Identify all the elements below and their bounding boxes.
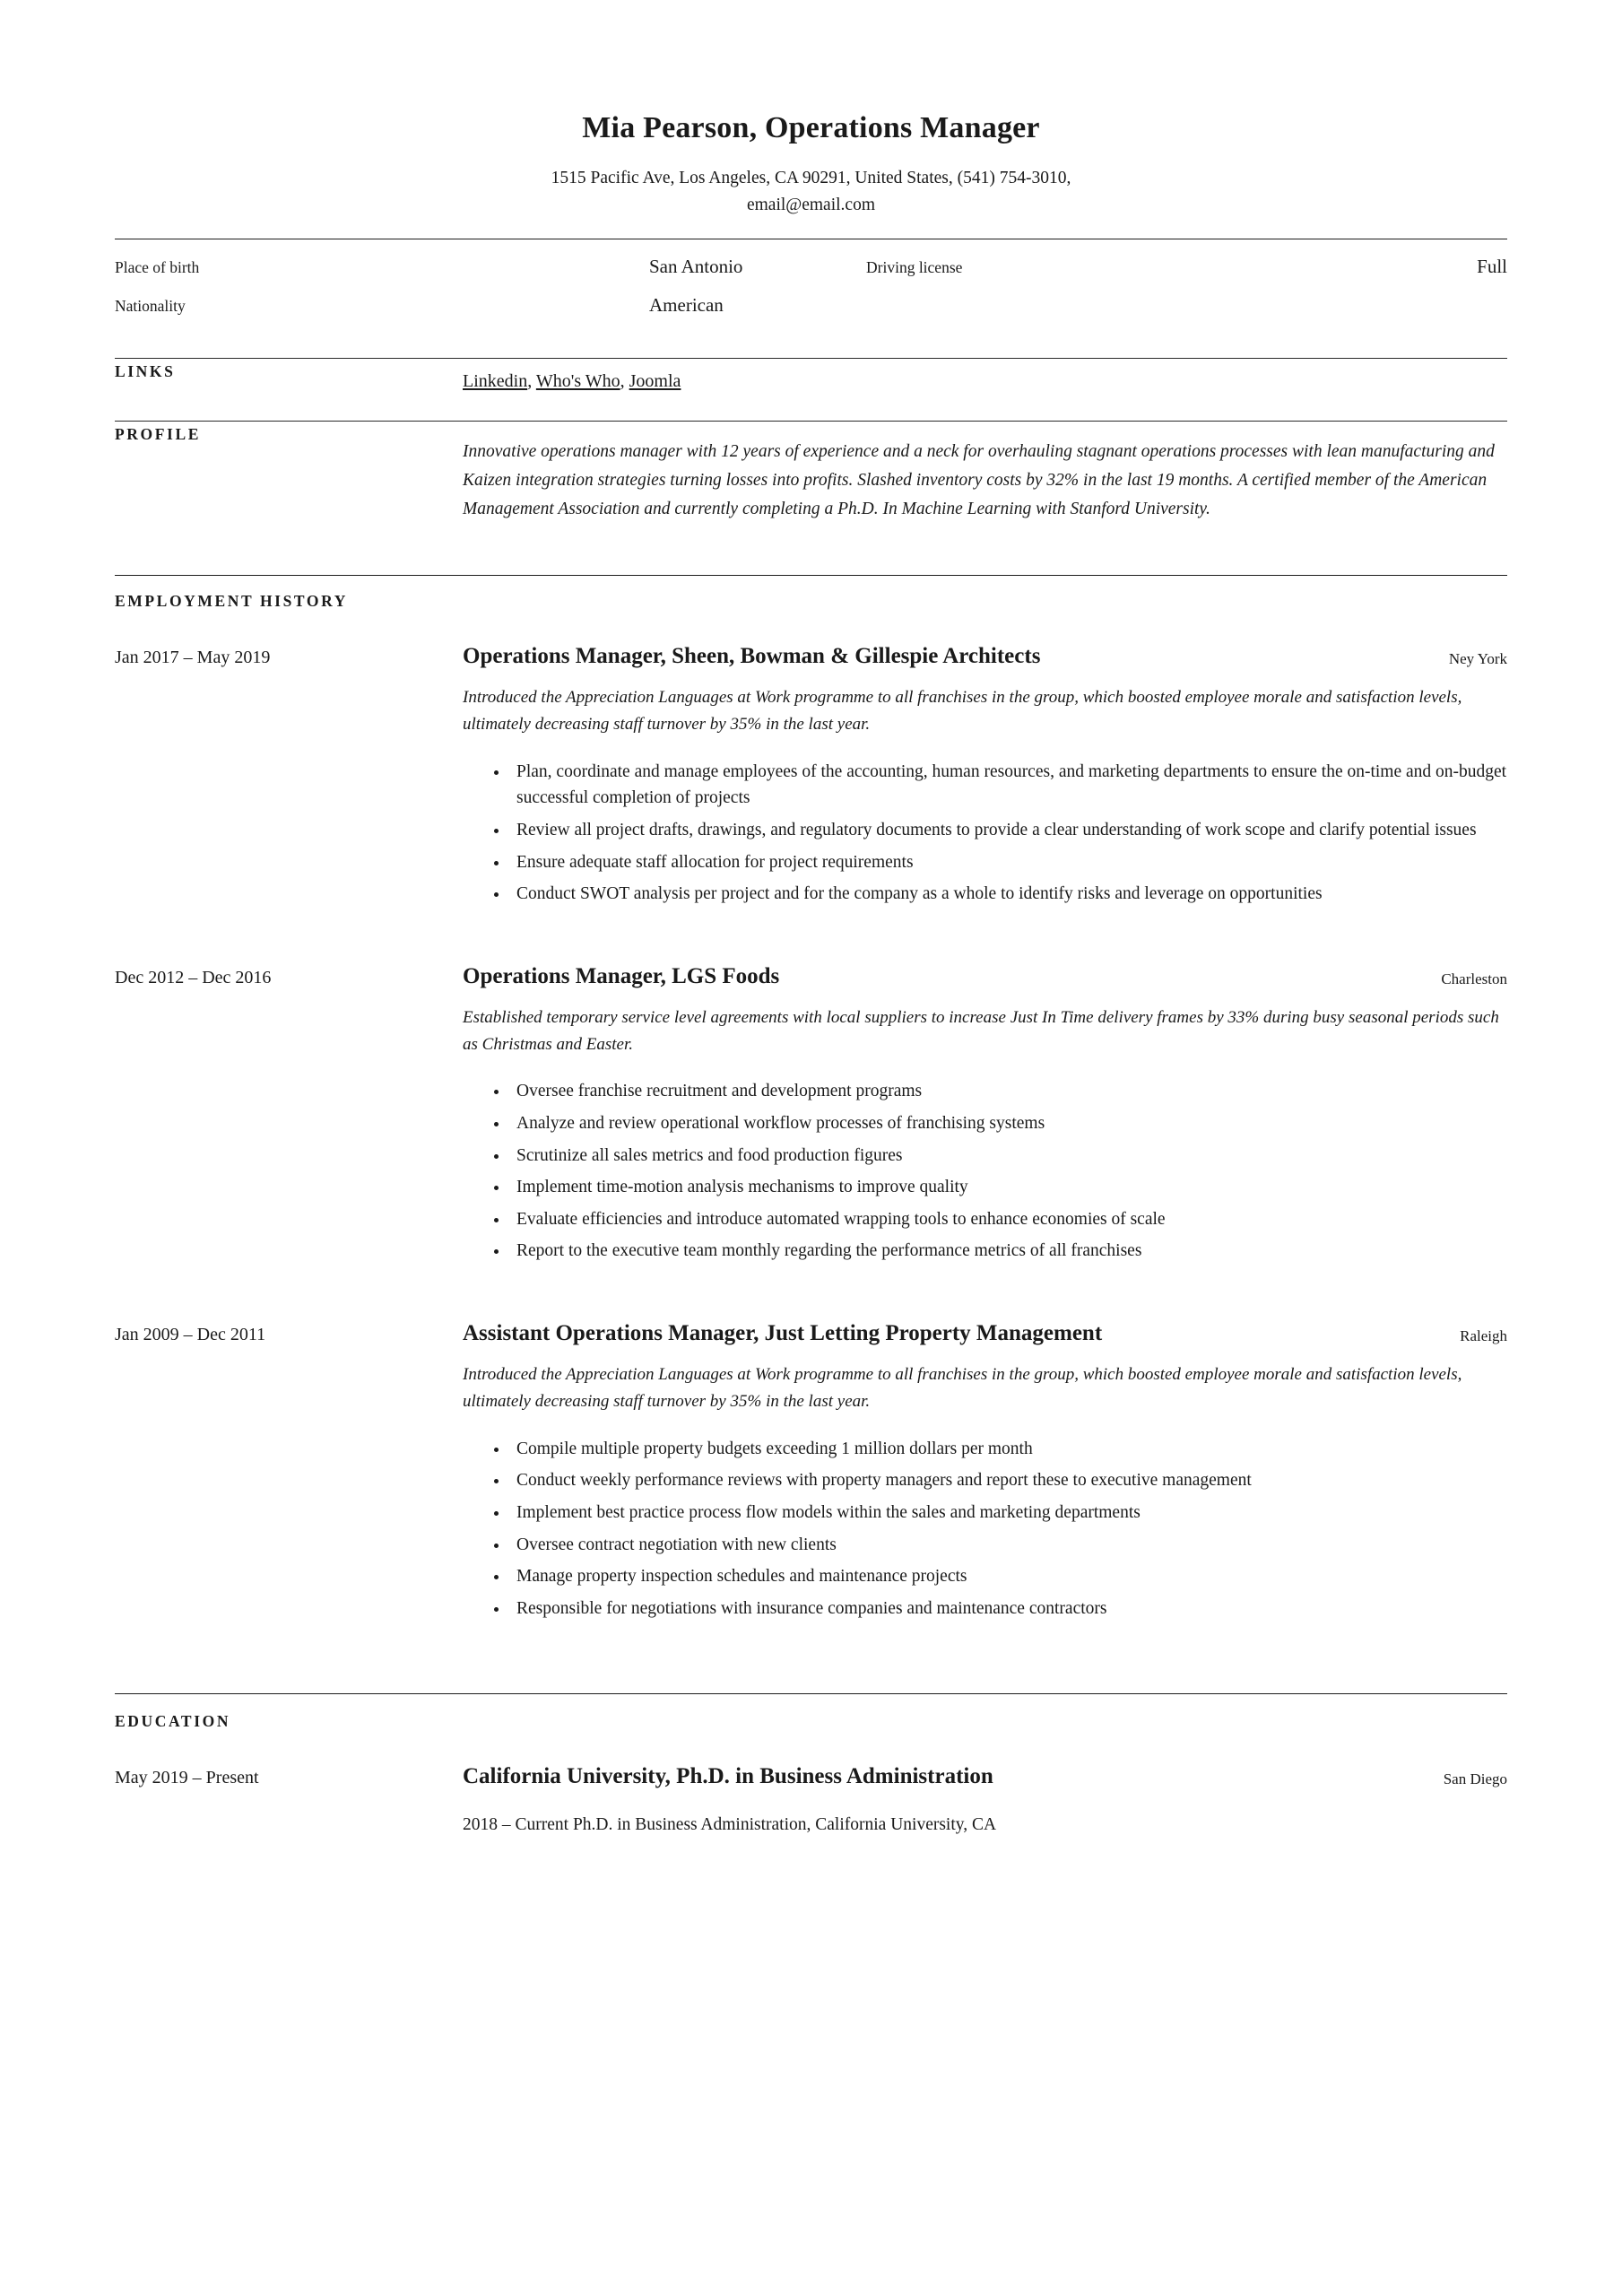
employment-date: Dec 2012 – Dec 2016 [115, 967, 272, 987]
employment-description: Established temporary service level agreements with local suppliers to increase Just In Time delivery frames by 33% during busy seasonal periods such as Christmas and Easter. [463, 1007, 1499, 1054]
education-title: California University, Ph.D. in Business Administration [463, 1764, 993, 1789]
employment-date: Jan 2017 – May 2019 [115, 648, 271, 668]
list-item: • Ensure adequate staff allocation for project requirements [509, 849, 1507, 876]
details-row-birth [115, 256, 1507, 278]
list-item: • Manage property inspection schedules and maintenance projects [509, 1563, 1507, 1590]
nationality-value: American [649, 294, 724, 317]
place-of-birth-value: San Antonio [649, 256, 743, 278]
list-item: • Compile multiple property budgets exceeding 1 million dollars per month [509, 1436, 1507, 1463]
education-detail: 2018 – Current Ph.D. in Business Administration, California University, CA [463, 1815, 997, 1835]
employment-heading: EMPLOYMENT HISTORY [115, 592, 348, 611]
education-entry [115, 1761, 1507, 1835]
employment-entry [115, 961, 1507, 1270]
contact-address-line: 1515 Pacific Ave, Los Angeles, CA 90291, United States, (541) 754-3010, [551, 169, 1071, 187]
link-separator-1: , [527, 371, 536, 392]
link-separator-2: , [620, 371, 629, 392]
list-item: • Conduct weekly performance reviews with property managers and report these to executive management [509, 1467, 1507, 1494]
link-whos-who[interactable]: Who's Who [535, 371, 620, 392]
page-title: Mia Pearson, Operations Manager [582, 111, 1040, 144]
link-joomla[interactable]: Joomla [629, 371, 681, 392]
employment-entry [115, 641, 1507, 913]
nationality-label: Nationality [115, 297, 186, 316]
details-row-nationality [115, 294, 1507, 317]
employment-title: Operations Manager, Sheen, Bowman & Gillespie Architects [463, 644, 1041, 669]
employment-bullets [463, 1436, 1507, 1622]
list-item: • Conduct SWOT analysis per project and for the company as a whole to identify risks and leverage on opportunities [509, 881, 1507, 908]
education-section [115, 1694, 1507, 1835]
links-heading: LINKS [115, 362, 176, 381]
list-item: • Evaluate efficiencies and introduce automated wrapping tools to enhance economies of scale [509, 1206, 1507, 1233]
profile-text: Innovative operations manager with 12 years of experience and a neck for overhauling stagnant operations processes with lean manufacturing and Kaizen integration strategies turning losses into profits. Slashed inventory costs by 32% in the last 19 months. A certified member of the American Management Association and currently completing a Ph.D. In Machine Learning with Stanford University. [463, 442, 1495, 518]
list-item: • Plan, coordinate and manage employees of the accounting, human resources, and marketing departments to ensure the on-time and on-budget successful completion of projects [509, 759, 1507, 812]
link-linkedin[interactable]: Linkedin [463, 371, 528, 392]
place-of-birth-label: Place of birth [115, 258, 200, 277]
employment-title: Assistant Operations Manager, Just Letting Property Management [463, 1321, 1103, 1346]
list-item: • Review all project drafts, drawings, and regulatory documents to provide a clear understanding of work scope and clarify potential issues [509, 817, 1507, 844]
employment-location: Ney York [1448, 650, 1507, 668]
contact-email-line: email@email.com [746, 196, 876, 215]
driving-license-label: Driving license [866, 258, 963, 277]
employment-description: Introduced the Appreciation Languages at Work programme to all franchises in the group, which boosted employee morale and satisfaction levels, ultimately decreasing staff turnover by 35% in the last year. [463, 687, 1462, 735]
list-item: • Responsible for negotiations with insurance companies and maintenance contractors [509, 1596, 1507, 1622]
list-item: • Analyze and review operational workflow processes of franchising systems [509, 1110, 1507, 1137]
employment-entry [115, 1318, 1507, 1627]
employment-location: Charleston [1441, 970, 1507, 987]
profile-heading: PROFILE [115, 425, 201, 444]
employment-location: Raleigh [1460, 1327, 1507, 1345]
contact-info [408, 165, 1215, 219]
education-date: May 2019 – Present [115, 1768, 259, 1788]
employment-description: Introduced the Appreciation Languages at Work programme to all franchises in the group, which boosted employee morale and satisfaction levels, ultimately decreasing staff turnover by 35% in the last year. [463, 1364, 1462, 1412]
list-item: • Scrutinize all sales metrics and food production figures [509, 1143, 1507, 1170]
list-item: • Implement time-motion analysis mechanisms to improve quality [509, 1174, 1507, 1201]
list-item: • Implement best practice process flow models within the sales and marketing departments [509, 1500, 1507, 1526]
driving-license-value: Full [1477, 256, 1507, 278]
profile-section [115, 422, 1507, 555]
links-list [463, 359, 1507, 401]
list-item: • Oversee franchise recruitment and development programs [509, 1078, 1507, 1105]
education-heading: EDUCATION [115, 1712, 231, 1731]
employment-bullets [463, 759, 1507, 908]
employment-date: Jan 2009 – Dec 2011 [115, 1325, 266, 1345]
personal-details-section [115, 239, 1507, 338]
employment-section [115, 576, 1507, 1627]
employment-bullets [463, 1078, 1507, 1265]
list-item: • Report to the executive team monthly regarding the performance metrics of all franchises [509, 1238, 1507, 1265]
list-item: • Oversee contract negotiation with new clients [509, 1532, 1507, 1559]
employment-title: Operations Manager, LGS Foods [463, 963, 780, 988]
links-section [115, 359, 1507, 401]
education-location: San Diego [1443, 1770, 1507, 1788]
